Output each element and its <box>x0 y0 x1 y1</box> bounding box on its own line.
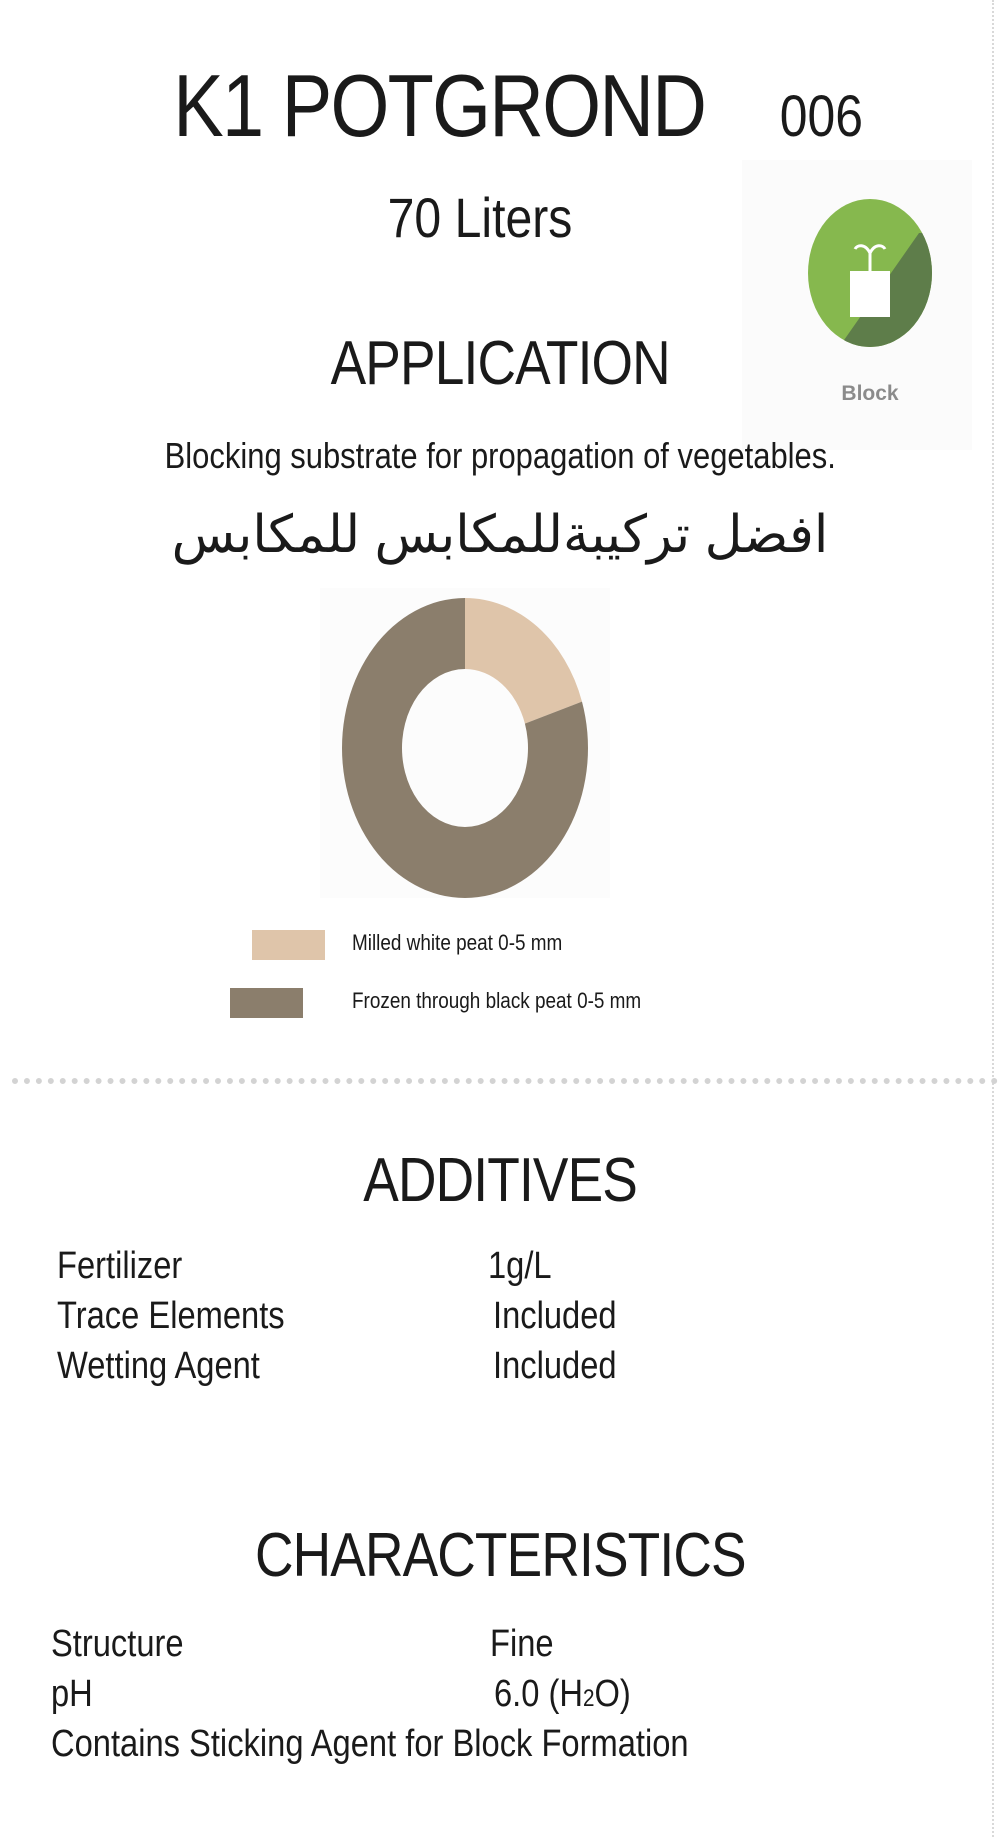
additive-label: Trace Elements <box>57 1295 285 1337</box>
ph-value-main: 6.0 (H <box>494 1673 583 1715</box>
block-label: Block <box>841 382 899 405</box>
legend-item-black-peat <box>230 988 730 1020</box>
arabic-description: افضل تركيبةللمكابس للمكابس <box>171 506 829 564</box>
product-title: K1 POTGROND <box>173 56 706 155</box>
block-circle <box>808 199 932 347</box>
characteristics-note-row <box>0 1723 1000 1769</box>
ph-value-tail: O) <box>594 1673 631 1715</box>
characteristics-heading: CHARACTERISTICS <box>254 1521 746 1590</box>
characteristic-value <box>494 1673 631 1716</box>
characteristics-row-ph <box>0 1673 1000 1719</box>
application-heading: APPLICATION <box>330 329 670 398</box>
legend-label-white-peat: Milled white peat 0-5 mm <box>352 930 563 955</box>
application-description: Blocking substrate for propagation of vegetables. <box>164 435 836 476</box>
additives-row-trace-elements <box>0 1295 1000 1341</box>
legend-item-white-peat <box>230 930 730 962</box>
additives-row-wetting-agent <box>0 1345 1000 1391</box>
product-title-row <box>0 55 1000 157</box>
ph-value-subscript: 2 <box>582 1685 595 1712</box>
characteristic-value: Fine <box>490 1623 554 1665</box>
additive-value: Included <box>493 1295 617 1337</box>
characteristic-label: Structure <box>51 1623 184 1665</box>
product-volume: 70 Liters <box>387 186 573 249</box>
characteristic-label: pH <box>51 1673 93 1715</box>
block-badge <box>742 160 972 450</box>
additives-heading: ADDITIVES <box>363 1146 637 1215</box>
composition-chart <box>320 588 610 898</box>
legend-swatch-white-peat <box>252 930 325 960</box>
dotted-divider <box>12 1078 998 1084</box>
additive-label: Wetting Agent <box>57 1345 260 1387</box>
additive-value: 1g/L <box>488 1245 552 1287</box>
donut-chart <box>320 588 610 898</box>
legend-label-black-peat: Frozen through black peat 0-5 mm <box>352 988 642 1013</box>
additive-label: Fertilizer <box>57 1245 183 1287</box>
characteristics-note: Contains Sticking Agent for Block Formation <box>51 1723 689 1765</box>
donut-slice-1 <box>465 598 582 724</box>
legend-swatch-black-peat <box>230 988 303 1018</box>
characteristics-row-structure <box>0 1623 1000 1669</box>
product-code: 006 <box>779 84 864 149</box>
block-cube-icon <box>850 271 890 317</box>
additives-row-fertilizer <box>0 1245 1000 1291</box>
sprout-icon <box>852 237 888 273</box>
additive-value: Included <box>493 1345 617 1387</box>
